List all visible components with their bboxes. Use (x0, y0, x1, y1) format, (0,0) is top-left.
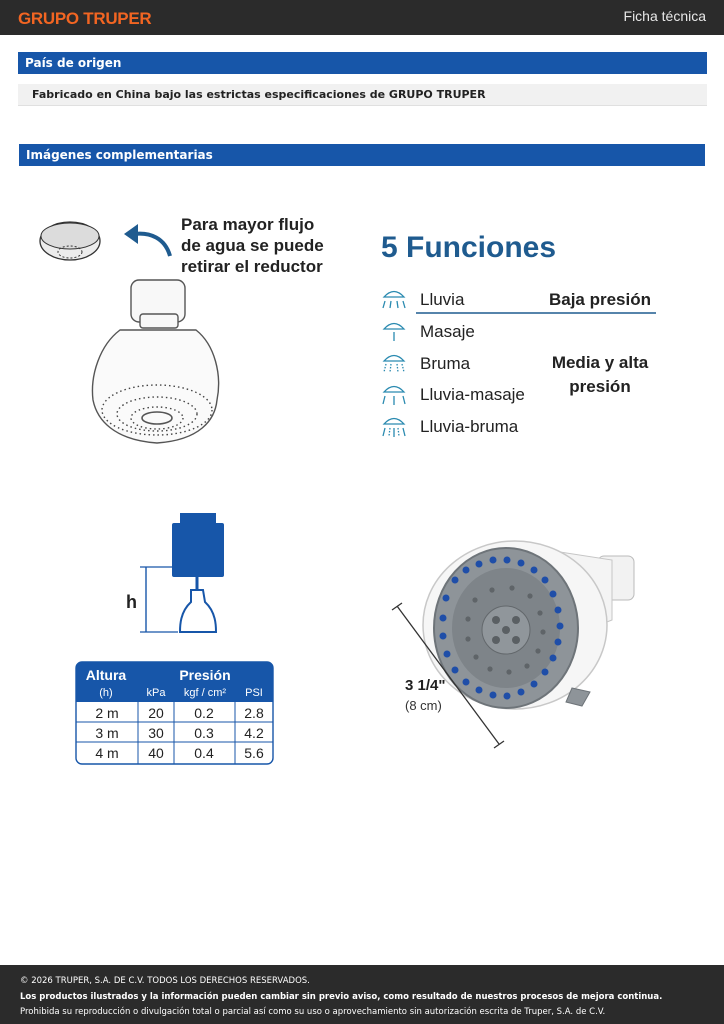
footer (0, 965, 724, 1024)
table-cell: 40 (148, 745, 164, 761)
height-diagram (140, 513, 224, 632)
footer-legal: Prohibida su reproducción o divulgación total o parcial así como su uso o aprovechamiento sin autorización escrita de Truper, S.A. de C.V. (20, 1007, 606, 1017)
table-header-height: Altura (85, 667, 127, 683)
rain-mist-icon (383, 419, 405, 438)
table-cell: 4 m (95, 745, 119, 761)
table-cell: 0.4 (194, 745, 214, 761)
images-section-title: Imágenes complementarias (19, 144, 705, 166)
table-cell: 2 m (95, 705, 119, 721)
reducer-note-line-3: retirar el reductor (181, 257, 323, 276)
table-cell: 5.6 (244, 745, 264, 761)
table-cell: 2.8 (244, 705, 264, 721)
dimension-metric: (8 cm) (405, 698, 442, 713)
table-header-pressure: Presión (179, 667, 231, 683)
table-header-unit: PSI (245, 687, 263, 699)
function-label: Lluvia (420, 290, 465, 309)
reducer-note-line-2: de agua se puede (181, 236, 324, 255)
function-label: Lluvia-masaje (420, 385, 525, 404)
height-label: h (126, 592, 137, 612)
brand-logo: GRUPO TRUPER (18, 9, 152, 28)
mist-icon (384, 356, 404, 373)
complementary-images (0, 195, 724, 775)
origin-text: Fabricado en China bajo las estrictas especificaciones de GRUPO TRUPER (18, 84, 707, 106)
document-type: Ficha técnica (623, 8, 706, 24)
rain-massage-icon (383, 387, 405, 406)
high-pressure-label-line-1: Media y alta (551, 353, 649, 372)
table-header-height-unit: (h) (99, 687, 113, 699)
table-cell: 4.2 (244, 725, 264, 741)
table-cell: 3 m (95, 725, 119, 741)
table-header-unit: kgf / cm² (183, 687, 227, 699)
rain-icon (383, 292, 405, 309)
reducer-note-line-1: Para mayor flujo (181, 215, 315, 234)
low-pressure-label: Baja presión (548, 290, 652, 309)
function-label: Bruma (420, 354, 471, 373)
shower-head-outline (92, 280, 218, 443)
arrow-icon (124, 224, 170, 256)
table-cell: 0.3 (194, 725, 214, 741)
top-bar (0, 0, 724, 35)
table-cell: 30 (148, 725, 164, 741)
function-label: Masaje (420, 322, 475, 341)
footer-notice: Los productos ilustrados y la información pueden cambiar sin previo aviso, como resultado de nuestros procesos de mejora continua. (20, 991, 663, 1002)
table-cell: 20 (148, 705, 164, 721)
functions-title: 5 Funciones (381, 231, 557, 264)
massage-icon (384, 324, 404, 342)
origin-section-title: País de origen (18, 52, 707, 74)
function-label: Lluvia-bruma (420, 417, 519, 436)
footer-copyright: © 2026 TRUPER, S.A. DE C.V. TODOS LOS DERECHOS RESERVADOS. (20, 976, 310, 986)
table-header-unit: kPa (146, 687, 166, 699)
reducer-illustration (40, 222, 100, 260)
dimension-imperial: 3 1/4" (405, 677, 446, 694)
high-pressure-label-line-2: presión (569, 377, 631, 396)
table-cell: 0.2 (194, 705, 214, 721)
